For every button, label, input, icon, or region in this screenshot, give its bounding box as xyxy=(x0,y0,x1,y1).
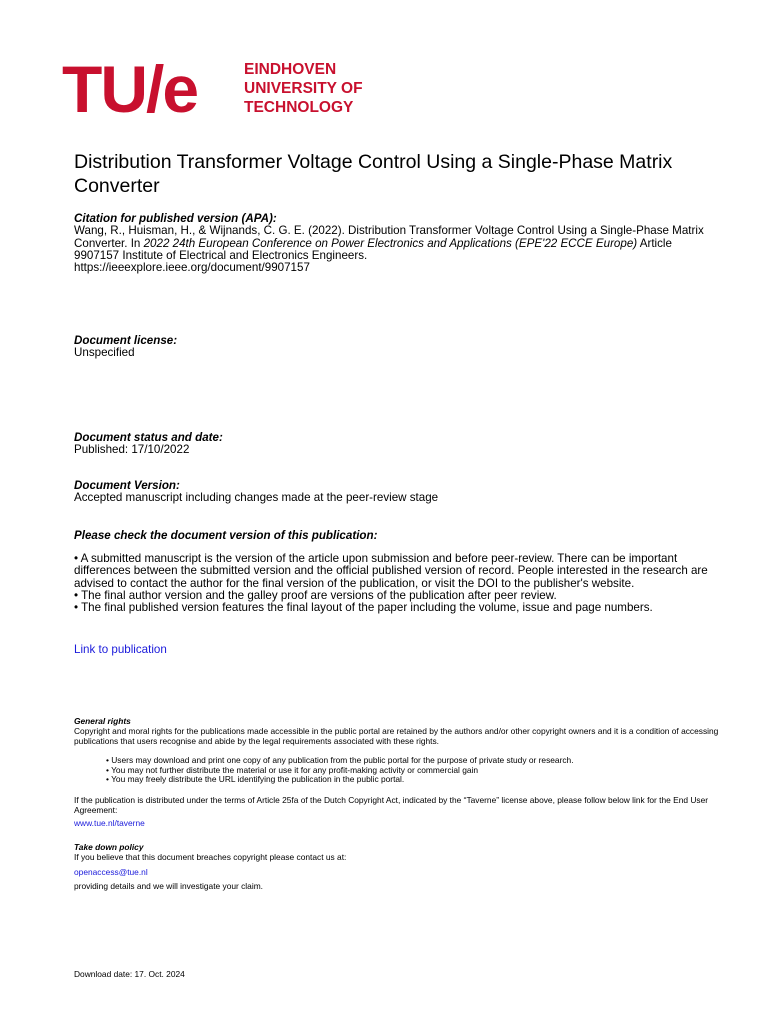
download-date: Download date: 17. Oct. 2024 xyxy=(74,969,185,979)
university-name-line-2: UNIVERSITY OF xyxy=(244,80,363,97)
taverne-link-block xyxy=(74,818,724,828)
tue-logo xyxy=(62,52,392,126)
license-label: Document license: xyxy=(74,334,178,347)
citation-venue: 2022 24th European Conference on Power Electronics and Applications (EPE'22 ECCE Europe) xyxy=(143,236,638,250)
citation-authors: Wang, R., Huisman, H., & Wijnands, C. G. E. (2022). Distribution Transformer Voltage Control Using a Single-Phase Matrix Converter. In xyxy=(74,224,704,250)
download-date-block xyxy=(74,969,724,979)
version-section xyxy=(74,480,709,505)
takedown-section xyxy=(74,842,724,862)
university-name xyxy=(244,60,363,117)
tue-logo-mark: TU/e xyxy=(62,52,198,126)
check-bullet-2: • The final author version and the galley proof are versions of the publication after peer review. xyxy=(74,588,557,602)
rights-bullet-3: • You may freely distribute the URL identifying the publication in the public portal. xyxy=(106,774,405,784)
takedown-label: Take down policy xyxy=(74,842,144,852)
status-label: Document status and date: xyxy=(74,431,223,444)
taverne-link[interactable]: www.tue.nl/taverne xyxy=(74,818,145,828)
citation-label: Citation for published version (APA): xyxy=(74,212,277,225)
publication-link-block xyxy=(74,644,709,656)
citation-text xyxy=(74,225,709,262)
document-title: Distribution Transformer Voltage Control Using a Single-Phase Matrix Converter xyxy=(74,151,673,197)
taverne-section xyxy=(74,795,724,815)
check-label: Please check the document version of this publication: xyxy=(74,529,378,542)
check-section xyxy=(74,530,709,542)
status-section xyxy=(74,432,709,457)
check-bullet-1: • A submitted manuscript is the version of the article upon submission and before peer-review. There can be important differences between the submitted version and the official published version of record. People interested in the research are advised to contact the author for the final version of the publication, or visit the DOI to the publisher's website. xyxy=(74,552,708,590)
general-rights-bullets xyxy=(106,756,706,785)
takedown-email-block xyxy=(74,867,724,877)
university-name-line-1: EINDHOVEN xyxy=(244,61,337,78)
citation-publisher: Article 9907157 Institute of Electrical and Electronics Engineers. xyxy=(74,236,672,262)
link-to-publication[interactable]: Link to publication xyxy=(74,643,167,656)
taverne-text: If the publication is distributed under the terms of Article 25fa of the Dutch Copyright Act, indicated by the “Taverne” license above, please follow below link for the End User Agreement: xyxy=(74,795,709,815)
version-label: Document Version: xyxy=(74,479,180,492)
citation-url: https://ieeexplore.ieee.org/document/9907157 xyxy=(74,261,310,275)
general-rights-label: General rights xyxy=(74,716,131,726)
license-section xyxy=(74,335,709,360)
takedown-text: If you believe that this document breaches copyright please contact us at: xyxy=(74,852,347,862)
check-bullet-3: • The final published version features the final layout of the paper including the volume, issue and page numbers. xyxy=(74,601,653,615)
takedown-email-link[interactable]: openaccess@tue.nl xyxy=(74,867,148,877)
general-rights-text: Copyright and moral rights for the publications made accessible in the public portal are retained by the authors and/or other copyright owners and it is a condition of accessing publications that users recognise and abide by the legal requirements associated with these rights. xyxy=(74,726,719,746)
check-bullets xyxy=(74,553,709,614)
version-value: Accepted manuscript including changes made at the peer-review stage xyxy=(74,491,439,505)
citation-section xyxy=(74,213,709,274)
university-name-line-3: TECHNOLOGY xyxy=(244,99,354,116)
rights-bullet-2: • You may not further distribute the material or use it for any profit-making activity or commercial gain xyxy=(106,764,479,775)
license-value: Unspecified xyxy=(74,346,135,360)
status-value: Published: 17/10/2022 xyxy=(74,443,190,457)
rights-bullet-1: • Users may download and print one copy of any publication from the public portal for the purpose of private study or research. xyxy=(106,755,574,765)
general-rights-section xyxy=(74,716,724,746)
takedown-after-block xyxy=(74,881,724,891)
takedown-after-text: providing details and we will investigate your claim. xyxy=(74,881,263,891)
